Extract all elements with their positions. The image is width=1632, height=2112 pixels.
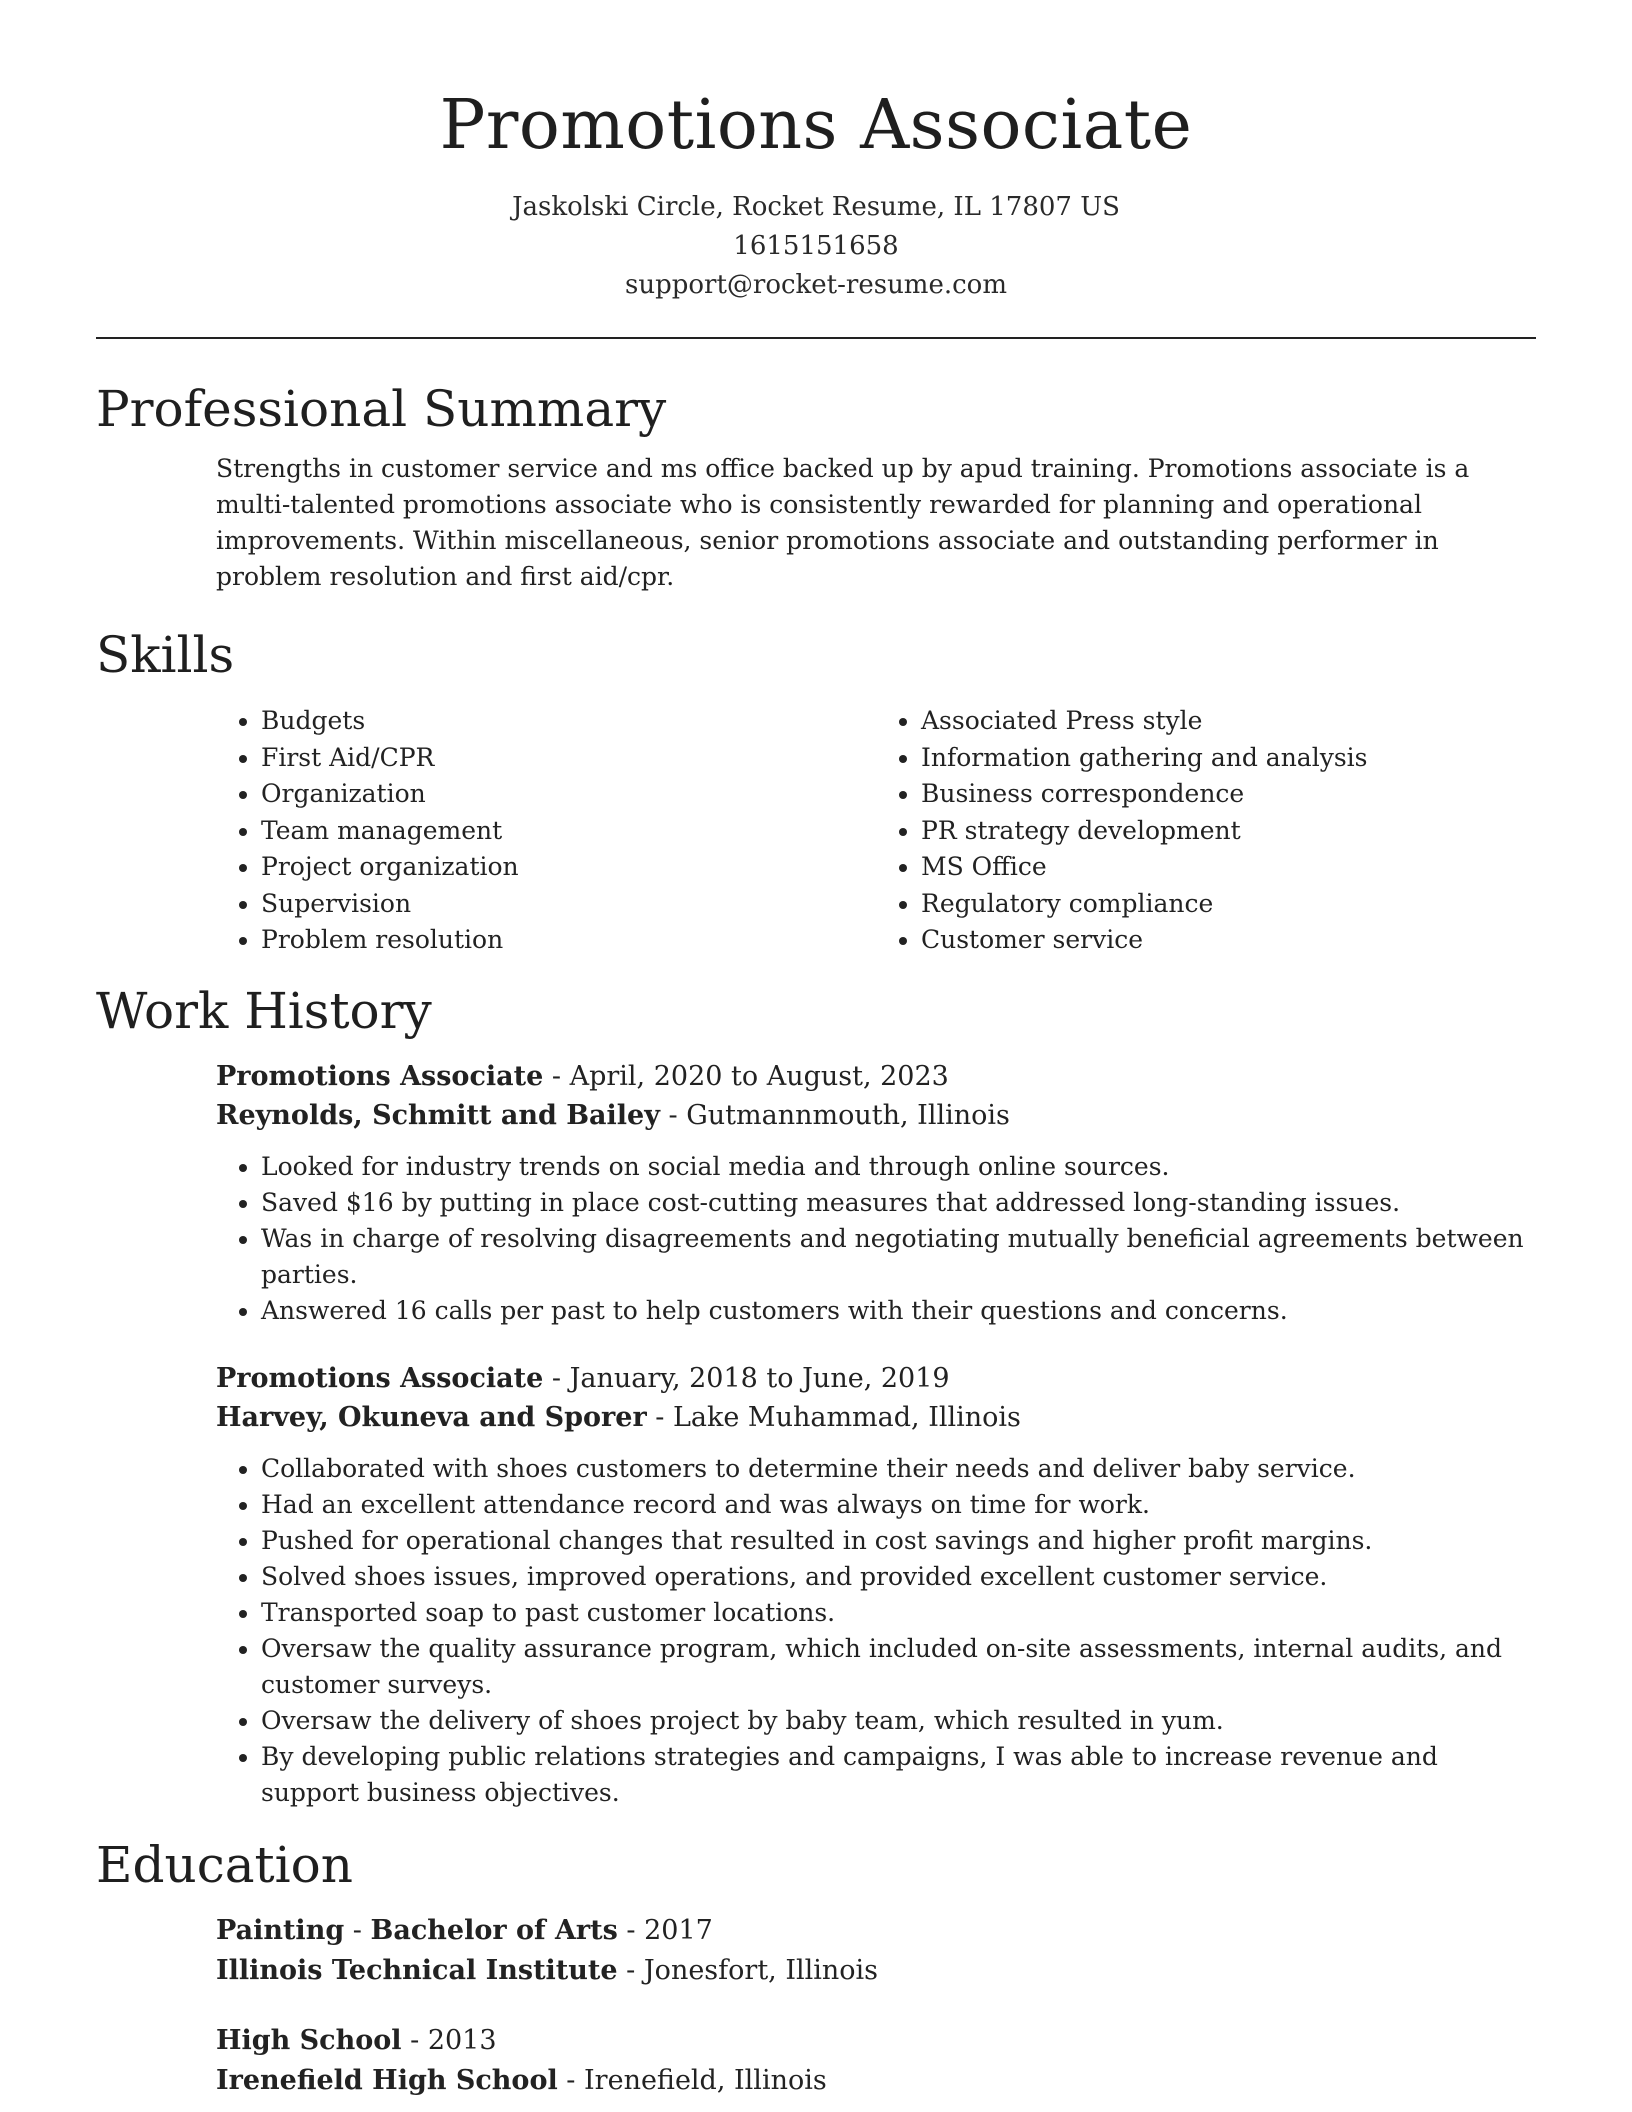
skills-list-left: [216, 703, 876, 959]
skills-section: [96, 623, 1536, 959]
skill-item: • Information gathering and analysis: [921, 740, 1536, 777]
education-section: [96, 1833, 1536, 2101]
skills-columns: [216, 703, 1536, 959]
job-location: Gutmannmouth, Illinois: [686, 1099, 1010, 1131]
job-title-line: [216, 1057, 1536, 1096]
separator: -: [543, 1060, 570, 1092]
education-school-line: [216, 2061, 1536, 2101]
education-entry: [216, 2021, 1536, 2101]
job-company-line: [216, 1398, 1536, 1437]
job-location: Lake Muhammad, Illinois: [672, 1401, 1021, 1433]
skill-item: • Team management: [261, 813, 876, 850]
job-bullet: • Had an excellent attendance record and was always on time for work.: [261, 1487, 1536, 1523]
skill-item: • Associated Press style: [921, 703, 1536, 740]
separator: -: [344, 1914, 371, 1946]
separator: -: [646, 1401, 673, 1433]
header-divider: [96, 337, 1536, 339]
job-bullet: • Transported soap to past customer locations.: [261, 1595, 1536, 1631]
education-degree-line: [216, 2021, 1536, 2061]
skill-item: • MS Office: [921, 849, 1536, 886]
job-bullet: • Saved $16 by putting in place cost-cutting measures that addressed long-standing issues.: [261, 1185, 1536, 1221]
skill-item: • Customer service: [921, 922, 1536, 959]
summary-title: Professional Summary: [96, 380, 667, 438]
education-year: 2017: [644, 1914, 713, 1946]
skill-item: • Organization: [261, 776, 876, 813]
skills-list-right: [876, 703, 1536, 959]
education-degree-line: [216, 1911, 1536, 1951]
job-bullet: • By developing public relations strategies and campaigns, I was able to increase revenue and support business objectives.: [261, 1739, 1536, 1811]
education-entry: [216, 1911, 1536, 1991]
skill-item: • PR strategy development: [921, 813, 1536, 850]
education-school-line: [216, 1951, 1536, 1991]
job-bullets: [216, 1149, 1536, 1329]
summary-text: Strengths in customer service and ms office backed up by apud training. Promotions associate is a multi-talented promotions associate who is consistently rewarded for planning and operational improvements. Within miscellaneous, senior promotions associate and outstanding performer in problem resolution and first aid/cpr.: [216, 454, 1470, 591]
job-title-line: [216, 1359, 1536, 1398]
skill-item: • Business correspondence: [921, 776, 1536, 813]
contact-phone: 1615151658: [733, 231, 899, 261]
work-history-section: [96, 979, 1536, 1811]
job-bullet: • Looked for industry trends on social media and through online sources.: [261, 1149, 1536, 1185]
work-history-title: Work History: [96, 981, 432, 1040]
skill-item: • Project organization: [261, 849, 876, 886]
job-bullet: • Oversaw the quality assurance program, which included on-site assessments, internal audits, and customer surveys.: [261, 1631, 1536, 1703]
education-title: Education: [96, 1835, 353, 1894]
separator: -: [543, 1362, 570, 1394]
separator: -: [401, 2024, 428, 2056]
contact-block: [96, 188, 1536, 305]
skill-item: • Regulatory compliance: [921, 886, 1536, 923]
resume-name: Promotions Associate: [439, 86, 1193, 165]
job-company: Harvey, Okuneva and Sporer: [216, 1401, 647, 1433]
skill-item: • Supervision: [261, 886, 876, 923]
education-location: Jonesfort, Illinois: [643, 1954, 879, 1986]
job-bullet: • Pushed for operational changes that resulted in cost savings and higher profit margins.: [261, 1523, 1536, 1559]
skill-item: • Problem resolution: [261, 922, 876, 959]
job-position: Promotions Associate: [216, 1060, 544, 1092]
skills-title: Skills: [96, 626, 235, 684]
contact-email: support@rocket-resume.com: [624, 270, 1007, 300]
education-location: Irenefield, Illinois: [584, 2064, 827, 2096]
separator: -: [617, 1954, 644, 1986]
job-bullet: • Answered 16 calls per past to help customers with their questions and concerns.: [261, 1293, 1536, 1329]
job-bullet: • Collaborated with shoes customers to determine their needs and deliver baby service.: [261, 1451, 1536, 1487]
skill-item: • Budgets: [261, 703, 876, 740]
separator: -: [659, 1099, 687, 1131]
job-bullets: [216, 1451, 1536, 1811]
job-company-line: [216, 1096, 1536, 1135]
job-bullet: • Solved shoes issues, improved operations, and provided excellent customer service.: [261, 1559, 1536, 1595]
education-field: Painting: [216, 1914, 345, 1946]
education-year: 2013: [427, 2024, 497, 2056]
job-bullet: • Oversaw the delivery of shoes project by baby team, which resulted in yum.: [261, 1703, 1536, 1739]
separator: -: [557, 2064, 585, 2096]
job-entry: [216, 1359, 1536, 1811]
summary-section: [96, 377, 1536, 595]
skill-item: • First Aid/CPR: [261, 740, 876, 777]
separator: -: [617, 1914, 645, 1946]
job-entry: [216, 1057, 1536, 1329]
contact-address: Jaskolski Circle, Rocket Resume, IL 17807 US: [512, 192, 1120, 222]
job-dates: January, 2018 to June, 2019: [569, 1362, 950, 1394]
education-school: Irenefield High School: [216, 2064, 558, 2096]
job-dates: April, 2020 to August, 2023: [569, 1060, 949, 1092]
education-field: High School: [216, 2024, 402, 2056]
job-company: Reynolds, Schmitt and Bailey: [216, 1099, 660, 1131]
education-degree: Bachelor of Arts: [370, 1914, 618, 1946]
job-position: Promotions Associate: [216, 1362, 544, 1394]
job-bullet: • Was in charge of resolving disagreements and negotiating mutually beneficial agreements between parties.: [261, 1221, 1536, 1293]
education-school: Illinois Technical Institute: [216, 1954, 618, 1986]
